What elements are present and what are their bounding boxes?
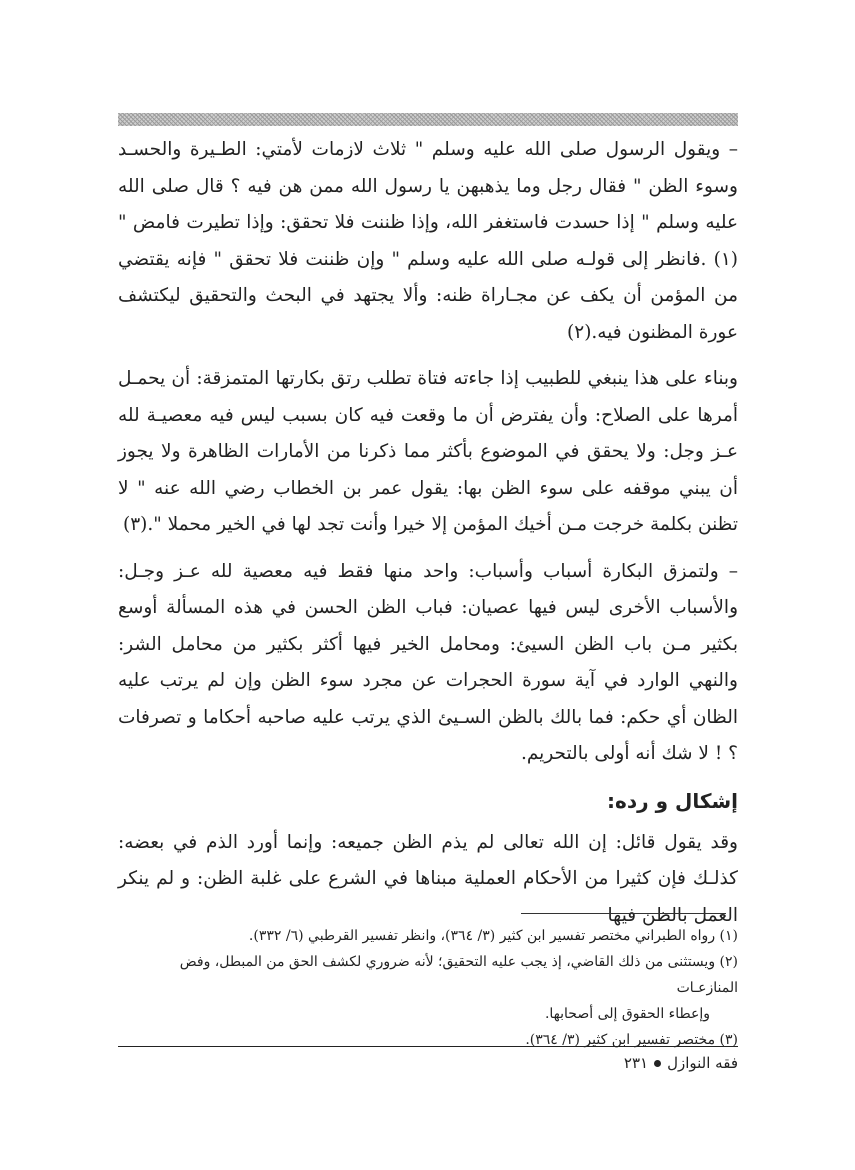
footnotes	[118, 923, 738, 1053]
footnote-2-continued: وإعطاء الحقوق إلى أصحابها.	[544, 1006, 710, 1022]
paragraph-1: – ويقول الرسول صلى الله عليه وسلم " ثلاث لازمات لأمتي: الطـيرة والحسـد وسوء الظن " فقال رجل وما يذهبهن يا رسول الله ممن هن فيه ؟ قال صلى الله عليه وسلم " إذا حسدت فاستغفر الله، وإذا ظننت فلا تحقق: وإذا تطيرت فامض "(١) .فانظر إلى قولـه صلى الله عليه وسلم " وإن ظننت فلا تحقق " فإنه يقتضي من المؤمن أن يكف عن مجـاراة ظنه: وألا يجتهد في البحث والتحقيق ليكتشف عورة المظنون فيه.(٢)	[118, 139, 738, 343]
book-title: فقه النوازل	[667, 1054, 738, 1072]
header-band	[118, 113, 738, 126]
paragraph-2: وبناء على هذا ينبغي للطبيب إذا جاءته فتاة تطلب رتق بكارتها المتمزقة: أن يحمـل أمرها على الصلاح: وأن يفترض أن ما وقعت فيه كان بسبب ليس فيه معصيـة لله عـز وجل: ولا يحقق في الموضوع بأكثر مما ذكرنا من الأمارات الظاهرة ولا يجوز أن يبني موقفه على سوء الظن بها: يقول عمر بن الخطاب رضي الله عنه " لا تظنن بكلمة خرجت مـن أخيك المؤمن إلا خيرا وأنت تجد لها في الخير محملا ".(٣)	[118, 368, 738, 535]
page-number: ٢٣١	[623, 1054, 649, 1072]
footnote-separator	[521, 913, 726, 914]
footer-rule	[118, 1046, 738, 1047]
footnote-3: (٣) مختصر تفسير ابن كثير (٣/ ٣٦٤).	[525, 1032, 738, 1048]
footnote-1: (١) رواه الطبراني مختصر تفسير ابن كثير (٣/ ٣٦٤)، وانظر تفسير القرطبي (٦/ ٣٣٢).	[248, 928, 738, 944]
paragraph-3: – ولتمزق البكارة أسباب وأسباب: واحد منها فقط فيه معصية لله عـز وجـل: والأسباب الأخرى ليس فيها عصيان: فباب الظن الحسن في هذه المسألة أوسع بكثير مـن باب الظن السيئ: ومحامل الخير فيها أكثر بكثير من محامل الشر: والنهي الوارد في آية سورة الحجرات عن مجرد سوء الظن وإن لم يرتب عليه الظان أي حكم: فما بالك بالظن السـيئ الذي يرتب عليه صاحبه أحكاما و تصرفات ؟ ! لا شك أنه أولى بالتحريم.	[118, 560, 738, 764]
footnote-2: (٢) ويستثنى من ذلك القاضي، إذ يجب عليه التحقيق؛ لأنه ضروري لكشف الحق من المبطل، وفض المنازعـات	[179, 954, 738, 996]
main-text	[118, 132, 738, 944]
page-footer	[624, 1052, 738, 1074]
section-heading: إشكال و رده:	[607, 788, 738, 813]
paragraph-4: وقد يقول قائل: إن الله تعالى لم يذم الظن جميعه: وإنما أورد الذم في بعضه: كذلـك فإن كثيرا من الأحكام العملية مبناها في الشرع على غلبة الظن: و لم ينكر العمل بالظن فيها	[118, 831, 738, 926]
bullet-icon	[654, 1060, 661, 1067]
